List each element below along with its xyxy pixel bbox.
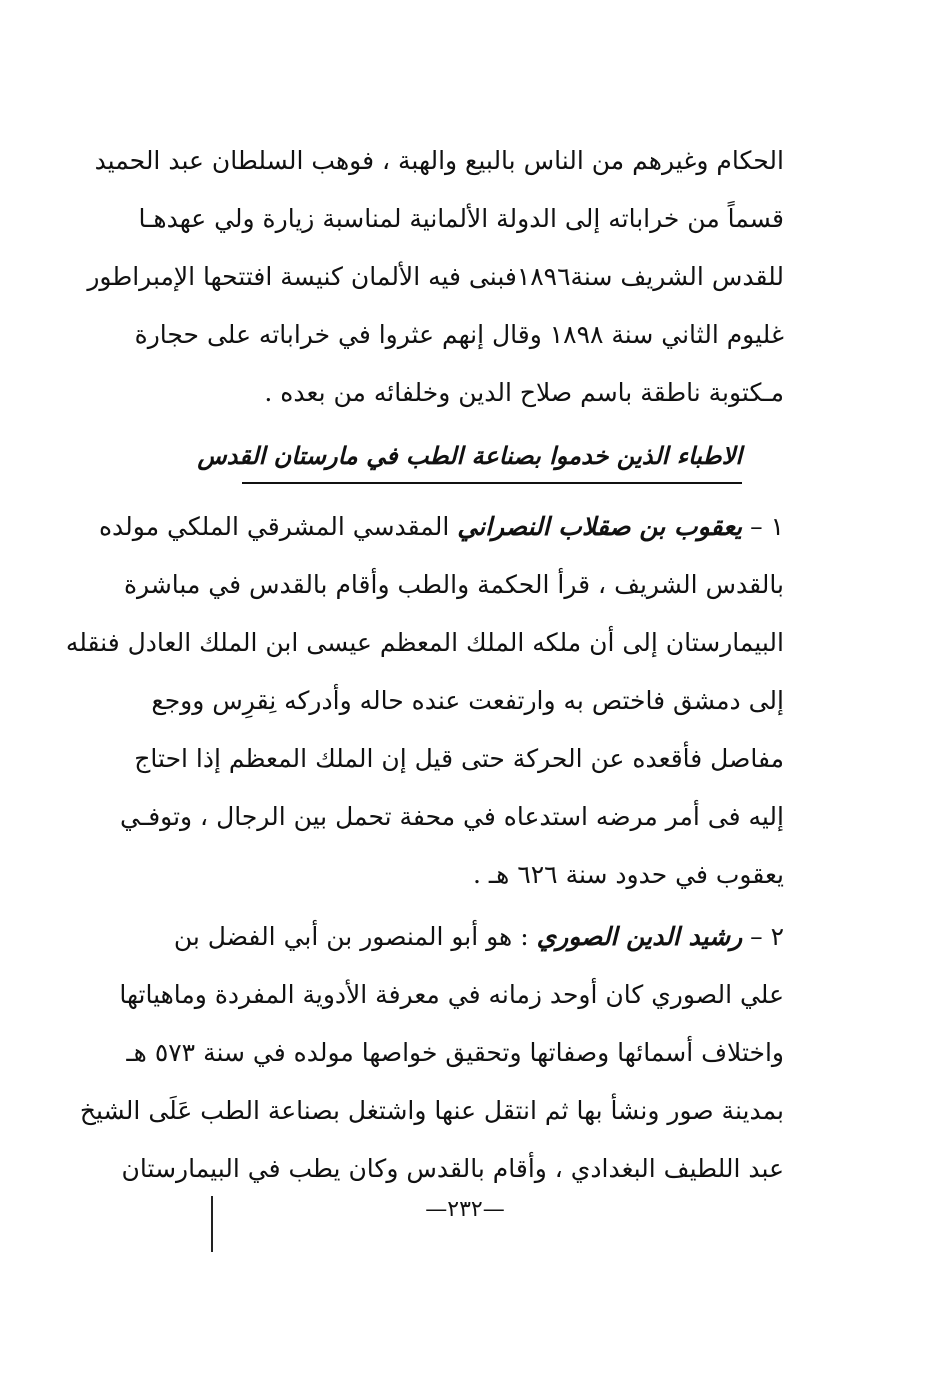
- entry-line: واختلاف أسمائها وصفاتها وتحقيق خواصها مولده في سنة ٥٧٣ هـ: [126, 1038, 784, 1067]
- entry-line: عبد اللطيف البغدادي ، وأقام بالقدس وكان يطب في البيمارستان: [121, 1154, 784, 1183]
- entry-yaqub: [65, 498, 784, 904]
- intro-line-1: الحكام وغيرهم من الناس بالبيع والهبة ، فوهب السلطان عبد الحميد: [94, 146, 784, 175]
- entry-line: بالقدس الشريف ، قرأ الحكمة والطب وأقام بالقدس في مباشرة: [123, 570, 784, 599]
- entry-line: يعقوب في حدود سنة ٦٢٦ هـ .: [472, 860, 784, 889]
- entry-rashid-al-din: [79, 908, 784, 1198]
- entry-first-line-text: : هو أبو المنصور بن أبي الفضل بن: [173, 922, 529, 951]
- entry-line: علي الصوري كان أوحد زمانه في معرفة الأدوية المفردة وماهياتها: [119, 980, 784, 1009]
- intro-paragraph: [87, 132, 784, 422]
- entry-line: بمدينة صور ونشأ بها ثم انتقل عنها واشتغل بصناعة الطب عَلَى الشيخ: [79, 1096, 784, 1125]
- intro-line-5: مـكتوبة ناطقة باسم صلاح الدين وخلفائه من بعده .: [264, 378, 784, 407]
- entry-line: البيمارستان إلى أن ملكه الملك المعظم عيسى ابن الملك العادل فنقله: [65, 628, 784, 657]
- entry-first-line-text: المقدسي المشرقي الملكي مولده: [98, 512, 450, 541]
- margin-mark: [211, 1196, 213, 1252]
- page-number: —٢٣٢—: [425, 1197, 505, 1222]
- entry-first-line: [98, 498, 784, 556]
- intro-line-3: للقدس الشريف سنة١٨٩٦فبنى فيه الألمان كنيسة افتتحها الإمبراطور: [87, 262, 784, 291]
- entry-number: ٢ –: [750, 922, 784, 951]
- entry-line: إليه فى أمر مرضه استدعاه في محفة تحمل بين الرجال ، وتوفـي: [120, 802, 784, 831]
- intro-line-2: قسماً من خراباته إلى الدولة الألمانية لمناسبة زيارة ولي عهدهـا: [138, 204, 784, 233]
- entry-name: يعقوب بن صقلاب النصراني: [457, 512, 743, 541]
- heading-underline: [242, 482, 742, 484]
- entry-line: إلى دمشق فاختص به وارتفعت عنده حاله وأدركه نِقرِس ووجع: [151, 686, 784, 715]
- entry-line: مفاصل فأقعده عن الحركة حتى قيل إن الملك المعظم إذا احتاج: [134, 744, 784, 773]
- entry-number: ١ –: [750, 512, 784, 541]
- entry-name: رشيد الدين الصوري: [536, 922, 743, 951]
- entry-first-line: [158, 908, 784, 966]
- intro-line-4: غليوم الثاني سنة ١٨٩٨ وقال إنهم عثروا في خراباته على حجارة: [134, 320, 784, 349]
- section-heading: الاطباء الذين خدموا بصناعة الطب في مارستان القدس: [197, 441, 742, 470]
